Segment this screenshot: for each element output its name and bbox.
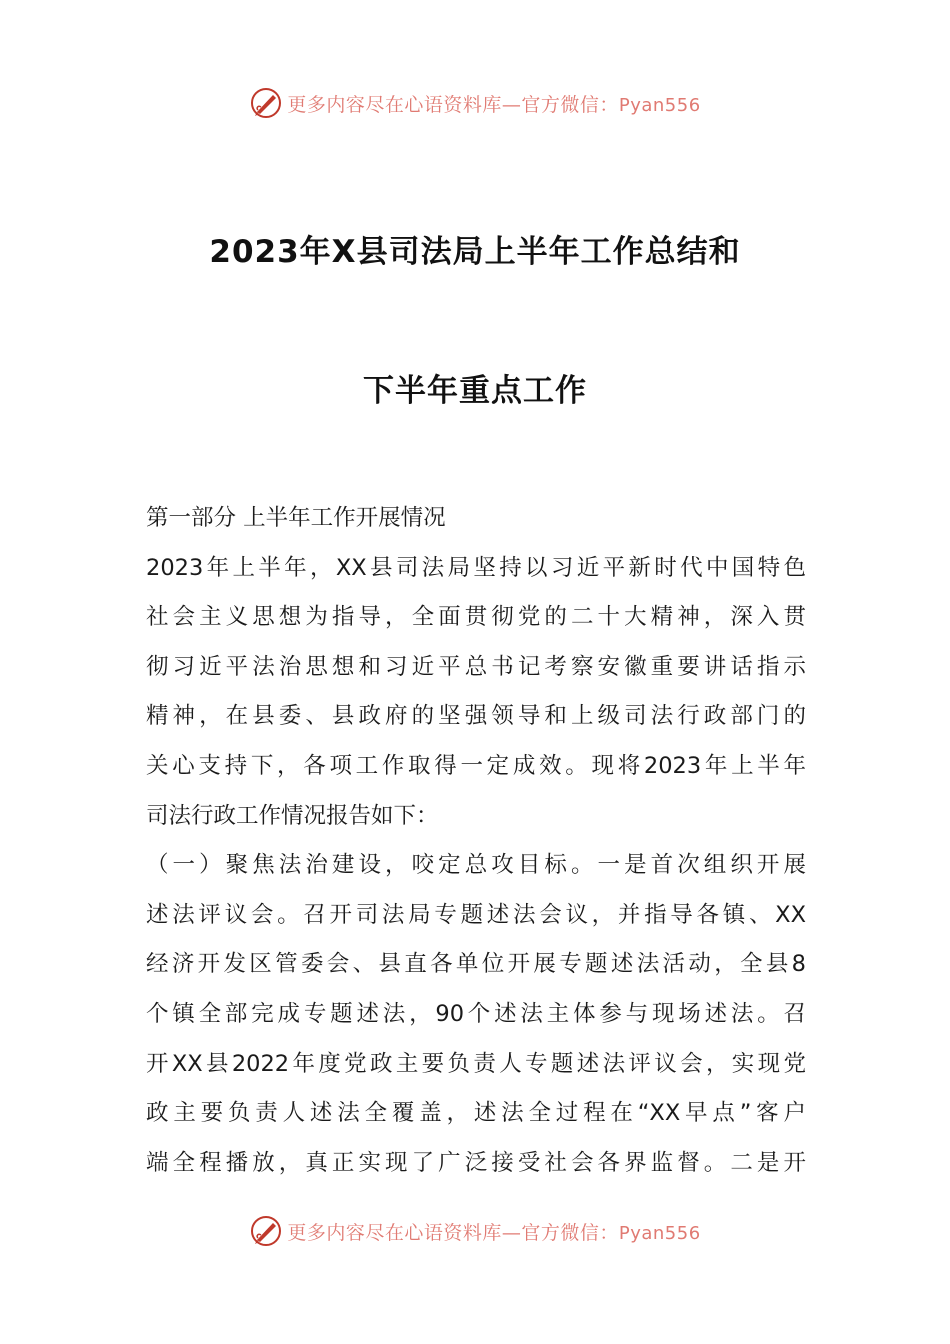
watermark-text: 更多内容尽在心语资料库—官方微信：: [287, 1221, 619, 1244]
watermark-footer: [0, 1211, 950, 1251]
document-title-line1: 2023年X县司法局上半年工作总结和: [209, 234, 741, 270]
body-line: 彻习近平法治思想和习近平总书记考察安徽重要讲话指示: [146, 653, 806, 680]
pen-logo-icon: [249, 86, 283, 120]
body-line: 端全程播放，真正实现了广泛接受社会各界监督。二是开: [146, 1149, 806, 1176]
document-body: [146, 494, 806, 1188]
body-line: 述法评议会。召开司法局专题述法会议，并指导各镇、XX: [146, 901, 806, 928]
watermark-handle: Pyan556: [618, 94, 701, 116]
watermark-handle: Pyan556: [618, 1222, 701, 1244]
body-line: 社会主义思想为指导，全面贯彻党的二十大精神，深入贯: [146, 604, 806, 631]
body-line: 关心支持下，各项工作取得一定成效。现将2023年上半年: [146, 752, 806, 779]
watermark-header: [0, 83, 950, 123]
pen-logo-icon: [249, 1214, 283, 1248]
body-line: 2023年上半年，XX县司法局坚持以习近平新时代中国特色: [146, 554, 806, 581]
watermark-text: 更多内容尽在心语资料库—官方微信：: [287, 93, 619, 116]
body-line: 精神，在县委、县政府的坚强领导和上级司法行政部门的: [146, 703, 806, 730]
body-line: 开XX县2022年度党政主要负责人专题述法评议会，实现党: [146, 1050, 806, 1077]
document-title-line2: 下半年重点工作: [363, 373, 587, 409]
body-line: 经济开发区管委会、县直各单位开展专题述法活动，全县8: [146, 951, 806, 978]
body-line: 司法行政工作情况报告如下：: [146, 802, 439, 829]
body-line: （一）聚焦法治建设，咬定总攻目标。一是首次组织开展: [146, 852, 806, 879]
section-heading: 第一部分 上半年工作开展情况: [146, 505, 446, 531]
body-line: 个镇全部完成专题述法，90个述法主体参与现场述法。召: [146, 1000, 806, 1027]
body-line: 政主要负责人述法全覆盖，述法全过程在“XX早点”客户: [146, 1100, 806, 1127]
